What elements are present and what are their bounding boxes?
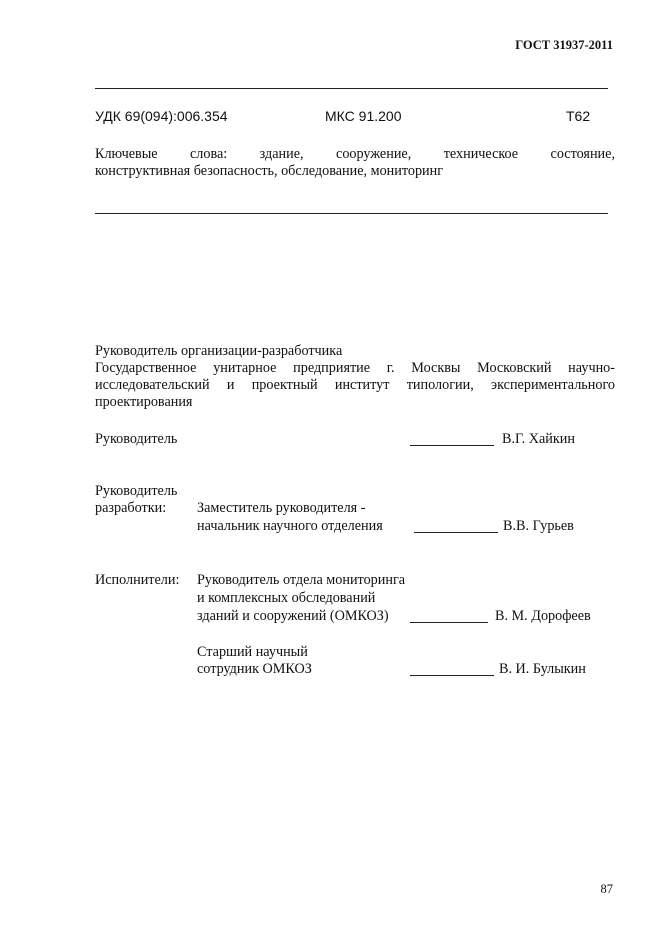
performer-1-position-1: Руководитель отдела мониторинга	[197, 572, 406, 588]
org-line-2: исследовательский и проектный институт типологии, экспериментального	[95, 377, 615, 393]
head-label: Руководитель	[95, 431, 178, 447]
performer-2-name: В. И. Булыкин	[499, 661, 586, 677]
dev-lead-signature-line	[414, 520, 498, 533]
dev-lead-label-2: разработки:	[95, 500, 167, 516]
performer-2-position-2: сотрудник ОМКОЗ	[197, 661, 312, 677]
classification-code: Т62	[566, 108, 591, 124]
keywords-line-1: Ключевые слова: здание, сооружение, техническое состояние,	[95, 146, 615, 162]
keywords-line-2: конструктивная безопасность, обследование, мониторинг	[95, 163, 444, 179]
org-line-3: проектирования	[95, 394, 193, 410]
head-name: В.Г. Хайкин	[502, 431, 575, 447]
page-number: 87	[600, 882, 613, 896]
dev-lead-name: В.В. Гурьев	[503, 518, 574, 534]
document-header: ГОСТ 31937-2011	[515, 38, 613, 52]
performer-1-position-2: и комплексных обследований	[197, 590, 376, 606]
top-rule	[95, 88, 608, 89]
bottom-rule	[95, 213, 608, 214]
keywords-block	[95, 146, 615, 180]
org-line-1: Государственное унитарное предприятие г. Москвы Московский научно-	[95, 360, 615, 376]
performers-label: Исполнители:	[95, 572, 180, 588]
performer-2-signature-line	[410, 663, 494, 676]
org-block	[95, 343, 615, 411]
org-heading: Руководитель организации-разработчика	[95, 343, 343, 359]
head-signature-line	[410, 433, 494, 446]
mks-code: МКС 91.200	[325, 108, 402, 124]
performer-1-signature-line	[410, 610, 488, 623]
performer-1-position-3: зданий и сооружений (ОМКОЗ)	[197, 608, 389, 624]
udc-code: УДК 69(094):006.354	[95, 108, 228, 124]
performer-2-position-1: Старший научный	[197, 644, 308, 660]
dev-lead-label-1: Руководитель	[95, 483, 178, 499]
dev-lead-position-1: Заместитель руководителя -	[197, 500, 366, 516]
dev-lead-position-2: начальник научного отделения	[197, 518, 383, 534]
performer-1-name: В. М. Дорофеев	[495, 608, 591, 624]
